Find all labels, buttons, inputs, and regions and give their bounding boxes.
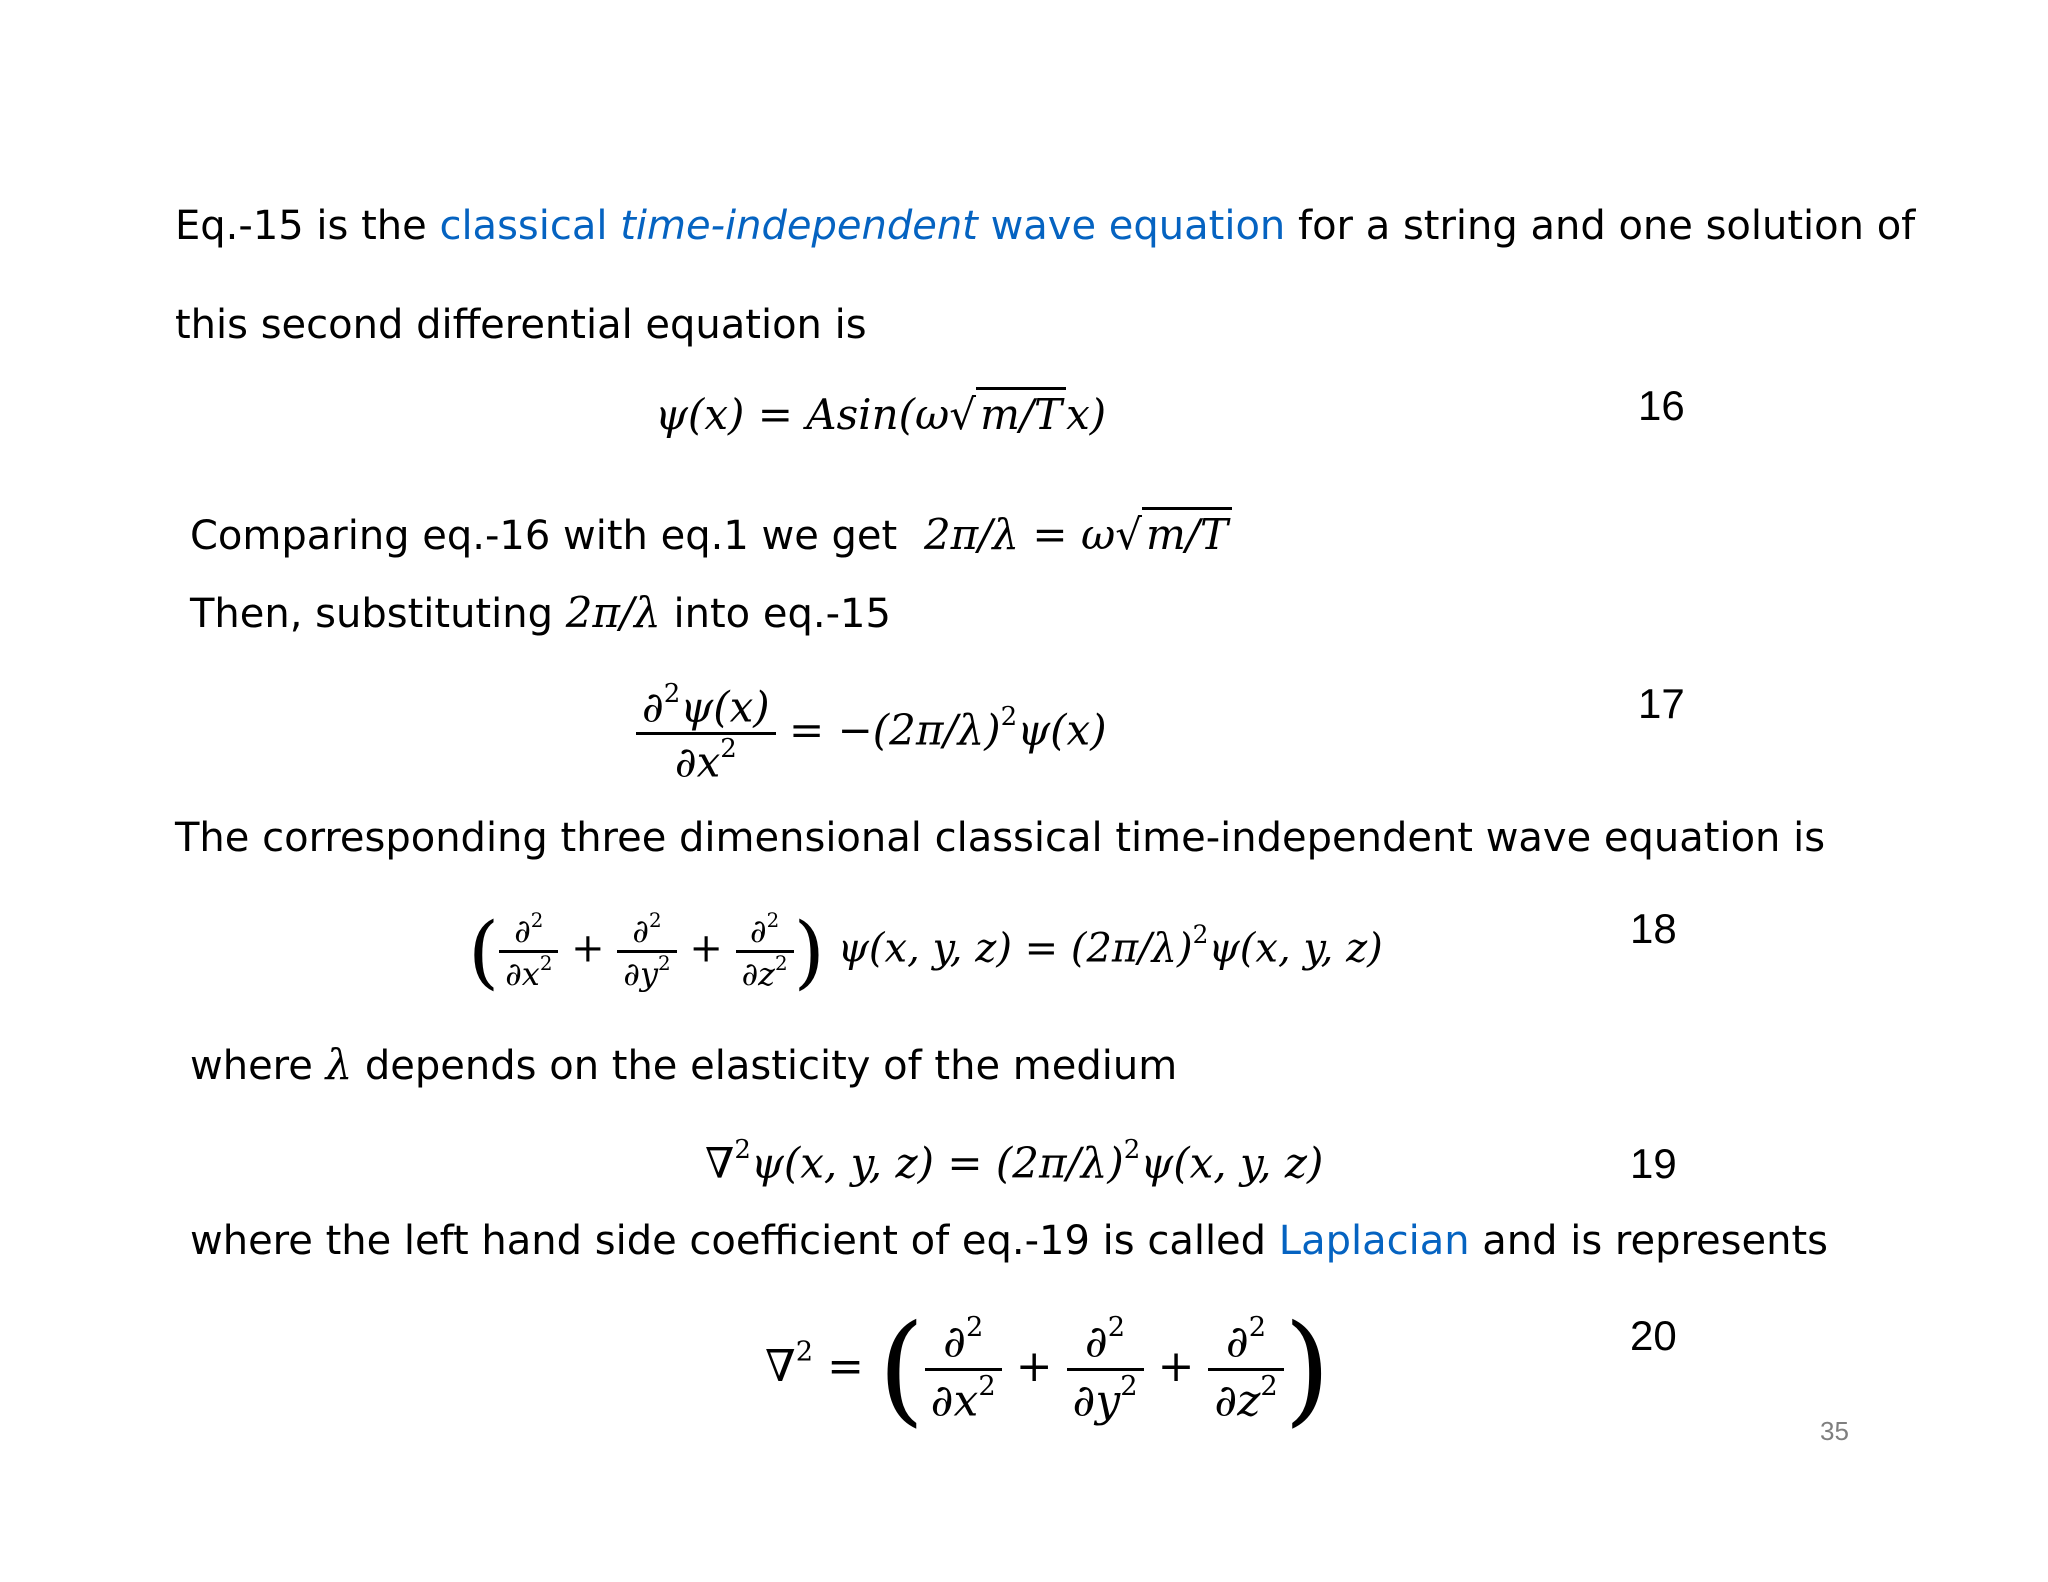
equation-number-17: 17 [1638, 680, 1685, 727]
equation-19: ∇$^2$ψ(x, y, $z) = (2\pi/\lambda)^2\psi(x$, y, z) [705, 1135, 1324, 1188]
equation-number-18: 18 [1630, 905, 1677, 952]
equation-number-20: 20 [1630, 1312, 1677, 1359]
intro-line-1: Eq.-15 is the classical time-independent wave equation for a string and one solution of [175, 203, 1916, 249]
intro-line-2: this second differential equation is [175, 302, 867, 348]
classical-link-text: classical [439, 203, 621, 249]
laplacian-text: Laplacian [1278, 1218, 1470, 1264]
equation-20: ∇$^2$ = ( $\frac{\partial^2}{\partial x^2}$ + $\frac{\partial^2}{\partial y^2}$ + $\frac{\partial^2}{\partial z^2}$ ) [765, 1300, 1331, 1439]
page-number: 35 [1820, 1416, 1849, 1446]
equation-number-16: 16 [1638, 382, 1685, 429]
wave-equation-text: wave equation [977, 203, 1286, 249]
comparing-line: Comparing eq.-16 with eq.1 we get 2π/λ = ω√m/T [190, 510, 1232, 559]
equation-number-19: 19 [1630, 1140, 1677, 1187]
where-lambda-line: where λ depends on the elasticity of the medium [190, 1040, 1178, 1089]
three-dimensional-line: The corresponding three dimensional classical time-independent wave equation is [175, 815, 1826, 861]
time-independent-text: time-independent [620, 203, 978, 249]
equation-18: ( $\frac{\partial^2}{\partial x^2}$ + $\frac{\partial^2}{\partial y^2}$ + $\frac{\partial^2}{\partial z^2}$ ) ψ(x, y, $z) = (2\pi/\lambda)^2\psi(x$, y, z) [468, 905, 1383, 998]
sqrt-sign: √ [949, 390, 977, 439]
equation-16: ψ(x) = Asin(ω√m/Tx) [655, 390, 1106, 439]
laplacian-line: where the left hand side coefficient of eq.-19 is called Laplacian and is represents [190, 1218, 1828, 1264]
equation-17: $\frac{\partial^2\psi(x)}{\partial x^2}$ = $-(2\pi/\lambda)^2\psi(x)$ [636, 680, 1107, 787]
then-line: Then, substituting 2π/λ into eq.-15 [190, 588, 891, 637]
eq17-fraction: $\frac{\partial^2\psi(x)}{\partial x^2}$ [636, 680, 776, 787]
